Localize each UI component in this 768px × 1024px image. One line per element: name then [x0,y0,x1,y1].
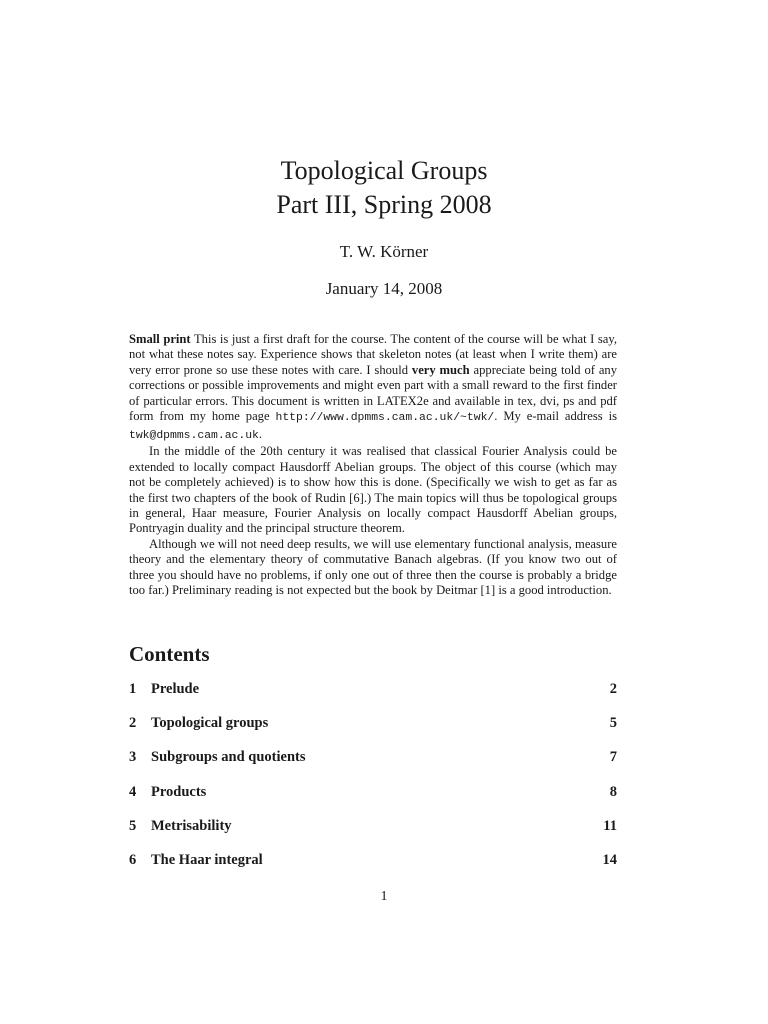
author: T. W. Körner [339,242,429,261]
abstract [129,332,617,599]
abstract-text: This is just a first draft for the course. The content of the course will be what I say, not what these notes say. Experience shows that skeleton notes (at least when I write them) are very error prone so use these notes with care. I should [129,332,618,377]
date: January 14, 2008 [325,279,443,298]
toc-entry-number: 5 [129,817,137,834]
abstract-text: appreciate being told of any corrections or possible improvements and might even part with a small reward to the first finder of particular errors. This document is written in LATEX2e and available in tex, dvi, ps and pdf form from my home page [129,362,617,424]
toc-entry-title: Metrisability [151,817,232,834]
toc-entry-page: 14 [602,851,617,868]
table-of-contents [129,679,617,884]
emphasis-text: very much [411,362,470,377]
title-line-2: Part III, Spring 2008 [276,190,492,219]
email-link[interactable]: twk@dpmms.cam.ac.uk [129,429,259,442]
toc-entry[interactable] [129,782,617,816]
toc-entry-page: 2 [609,681,617,697]
small-print-label: Small print [129,332,191,346]
homepage-link[interactable]: http://www.dpmms.cam.ac.uk/~twk/ [275,412,495,425]
abstract-text: . [258,426,263,441]
toc-entry[interactable] [129,713,617,747]
toc-entry-title: Prelude [151,681,200,697]
toc-entry[interactable] [129,850,617,884]
title-line-1: Topological Groups [280,156,488,185]
toc-entry-title: Topological groups [151,715,269,732]
toc-entry-number: 4 [129,783,137,800]
toc-entry[interactable] [129,816,617,850]
toc-entry-title: Products [151,783,207,800]
toc-entry-page: 7 [609,749,617,766]
toc-entry-number: 1 [129,681,137,697]
abstract-paragraph-2: In the middle of the 20th century it was realised that classical Fourier Analysis could be extended to locally compact Hausdorff Abelian groups. The object of this course (which may not be completely achieved) is to show how this is done. (Specifically we wish to get as far as the first two chapters of the book of Rudin [6].) The main topics will thus be topological groups in general, Haar measure, Fourier Analysis on locally compact Hausdorff Abelian groups, Pontryagin duality and the principal structure theorem. [129,444,617,536]
abstract-paragraph-1 [129,332,617,444]
toc-entry-page: 5 [609,715,617,732]
toc-entry[interactable] [129,747,617,781]
toc-entry-page: 11 [603,817,617,834]
toc-entry[interactable] [129,679,617,713]
toc-entry-page: 8 [609,783,617,800]
page-number: 1 [380,889,388,904]
toc-entry-number: 2 [129,715,137,732]
toc-entry-title: The Haar integral [151,851,263,868]
toc-entry-title: Subgroups and quotients [151,749,306,766]
document-title [0,154,768,222]
abstract-paragraph-3: Although we will not need deep results, we will use elementary functional analysis, measure theory and the elementary theory of commutative Banach algebras. (If you know two out of three you should have no problems, if only one out of three then the course is probably a bridge too far.) Preliminary reading is not expected but the book by Deitmar [1] is a good introduction. [129,536,617,598]
toc-entry-number: 6 [129,851,137,868]
contents-heading: Contents [129,642,210,666]
toc-entry-number: 3 [129,749,137,766]
abstract-text: . My e-mail address is [494,409,617,424]
